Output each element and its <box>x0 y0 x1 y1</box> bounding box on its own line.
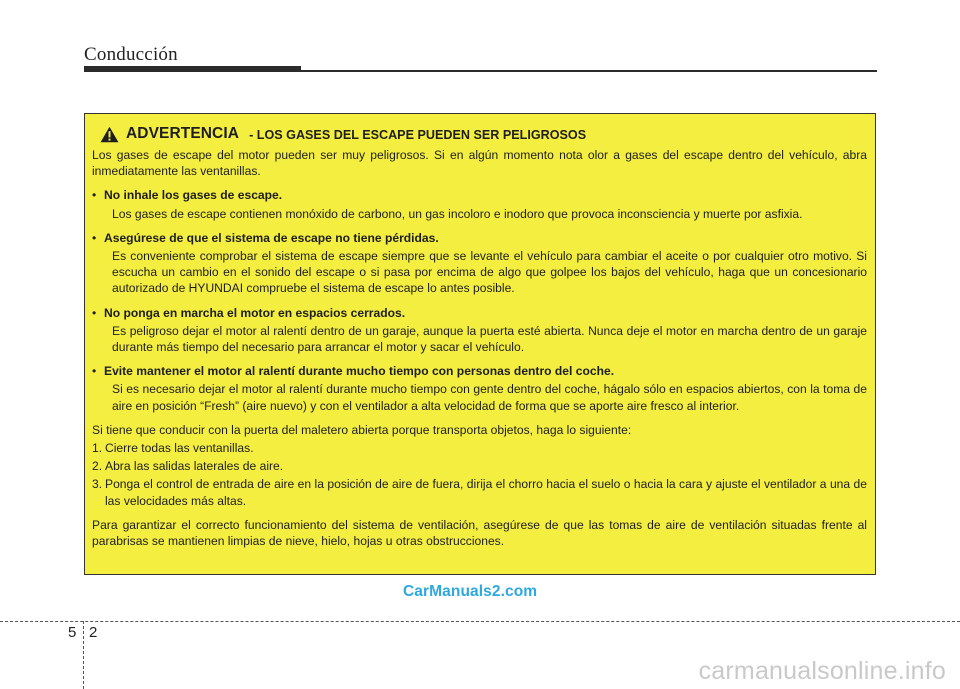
page-number: 2 <box>89 624 98 641</box>
warning-subtitle: - LOS GASES DEL ESCAPE PUEDEN SER PELIGROSOS <box>249 127 587 142</box>
step-text: Ponga el control de entrada de aire en la posición de aire de fuera, dirija el chorro hacia el suelo o hacia la cara y ajuste el ventilador a una de las velocidades más altas. <box>105 477 867 508</box>
bullet-title: Evite mantener el motor al ralentí durante mucho tiempo con personas dentro del coche. <box>104 364 615 379</box>
bullet-body: Es conveniente comprobar el sistema de escape siempre que se levante el vehículo para cambiar el aceite o por cualquier otro motivo. Si escucha un cambio en el sonido del escape o si pasa por encima de algo que golpee los bajos del vehículo, haga que un concesionario autorizado de HYUNDAI compruebe el sistema de escape lo antes posible. <box>112 249 867 296</box>
warning-triangle-icon <box>100 126 119 143</box>
warning-header <box>100 124 867 144</box>
section-title: Conducción <box>84 44 178 65</box>
step-item <box>92 476 867 508</box>
step-number: 2. <box>92 459 103 474</box>
bullet-dot-icon: • <box>92 188 97 203</box>
step-item <box>92 458 867 474</box>
header-rule-thick <box>84 66 301 72</box>
step-text: Cierre todas las ventanillas. <box>105 441 254 456</box>
closing-paragraph: Para garantizar el correcto funcionamiento del sistema de ventilación, asegúrese de que las tomas de aire de ventilación situadas frente al parabrisas se mantienen limpias de nieve, hielo, hojas u otras obstrucciones. <box>92 517 867 549</box>
watermark-site: carmanualsonline.info <box>698 657 946 685</box>
bullet-item <box>92 363 867 414</box>
step-number: 1. <box>92 441 103 456</box>
bullet-title: Asegúrese de que el sistema de escape no tiene pérdidas. <box>104 230 439 245</box>
bullet-dot-icon: • <box>92 305 97 320</box>
step-item <box>92 440 867 456</box>
chapter-number: 5 <box>68 624 77 641</box>
header-rule-thin <box>301 70 877 72</box>
step-text: Abra las salidas laterales de aire. <box>105 459 284 474</box>
bullet-dot-icon: • <box>92 364 97 379</box>
bullet-title: No inhale los gases de escape. <box>104 188 283 203</box>
bullet-item <box>92 187 867 221</box>
bullet-body: Si es necesario dejar el motor al ralentí durante mucho tiempo con gente dentro del coche, hágalo sólo en espacios abiertos, con la toma de aire en posición “Fresh” (aire nuevo) y con el ventilador a alta velocidad de forma que se aporte aire fresco al interior. <box>112 382 867 413</box>
trunk-intro: Si tiene que conducir con la puerta del maletero abierta porque transporta objetos, haga lo siguiente: <box>92 422 632 437</box>
footer-dashed-rule <box>0 621 960 622</box>
bullet-dot-icon: • <box>92 230 97 245</box>
step-number: 3. <box>92 477 103 492</box>
watermark-carmanuals2: CarManuals2.com <box>403 583 538 600</box>
warning-intro: Los gases de escape del motor pueden ser muy peligrosos. Si en algún momento nota olor a gases del escape dentro del vehículo, abra inmediatamente las ventanillas. <box>92 148 867 179</box>
bullet-body: Es peligroso dejar el motor al ralentí dentro de un garaje, aunque la puerta esté abierta. Nunca deje el motor en marcha dentro de un garaje durante más tiempo del necesario para arrancar el motor y sacar el vehículo. <box>112 323 867 355</box>
bullet-title: No ponga en marcha el motor en espacios cerrados. <box>104 305 406 320</box>
warning-label: ADVERTENCIA <box>126 124 240 142</box>
bullet-item <box>92 230 867 297</box>
bullet-item <box>92 305 867 356</box>
warning-box <box>84 113 876 575</box>
bullet-body: Los gases de escape contienen monóxido de carbono, un gas incoloro e inodoro que provoca inconsciencia y muerte por asfixia. <box>112 206 803 221</box>
footer-dashed-divider <box>83 621 84 689</box>
